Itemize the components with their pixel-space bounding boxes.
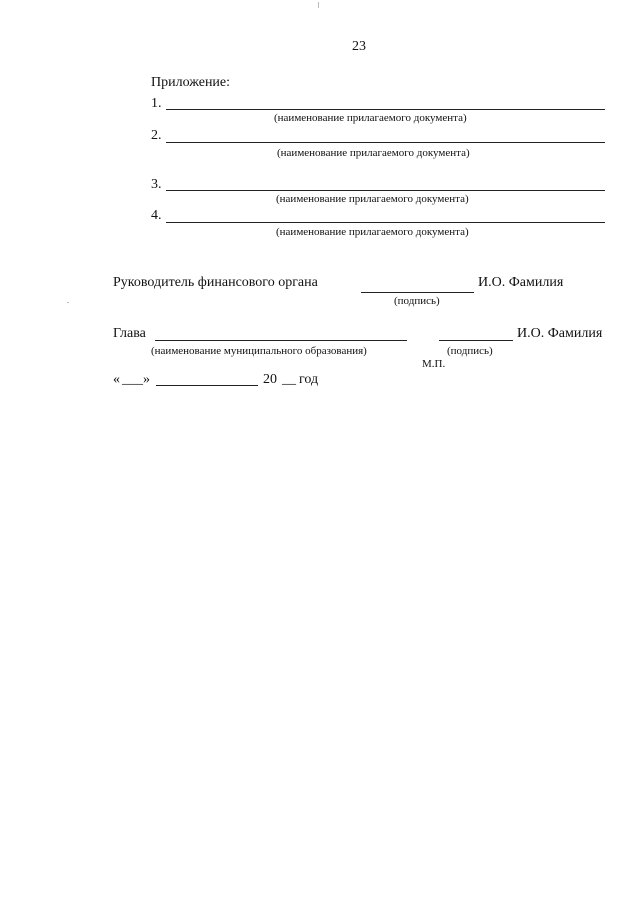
appendix-item-caption: (наименование прилагаемого документа): [274, 112, 467, 124]
date-month-line: [156, 385, 258, 386]
municipal-head-name: И.О. Фамилия: [517, 326, 603, 341]
municipality-caption: (наименование муниципального образования): [151, 345, 367, 357]
appendix-item-number: 1.: [151, 96, 162, 111]
finance-head-label: Руководитель финансового органа: [113, 275, 318, 290]
date-year-blank: __: [282, 372, 296, 387]
date-day-blank: ___: [122, 372, 143, 387]
scan-mark: [67, 302, 69, 303]
date-open-quote: «: [113, 372, 120, 387]
date-close-quote: »: [143, 372, 150, 387]
date-year-suffix: год: [299, 372, 319, 387]
municipal-head-signature-caption: (подпись): [447, 345, 493, 357]
finance-head-signature-line: [361, 292, 474, 293]
appendix-item-caption: (наименование прилагаемого документа): [276, 226, 469, 238]
appendix-item-caption: (наименование прилагаемого документа): [277, 147, 470, 159]
municipality-name-line: [155, 340, 407, 341]
municipal-head-signature-line: [439, 340, 513, 341]
appendix-item-line: [166, 109, 605, 110]
appendix-item-line: [166, 222, 605, 223]
scan-mark: [318, 2, 319, 8]
appendix-item-caption: (наименование прилагаемого документа): [276, 193, 469, 205]
appendix-item-number: 4.: [151, 208, 162, 223]
appendix-item-line: [166, 142, 605, 143]
page-number: 23: [352, 39, 366, 54]
municipal-head-label: Глава: [113, 326, 146, 341]
appendix-item-number: 2.: [151, 128, 162, 143]
appendix-title: Приложение:: [151, 75, 231, 90]
date-year-prefix: 20: [263, 372, 277, 387]
finance-head-signature-caption: (подпись): [394, 295, 440, 307]
finance-head-name: И.О. Фамилия: [478, 275, 564, 290]
appendix-item-line: [166, 190, 605, 191]
appendix-item-number: 3.: [151, 177, 162, 192]
seal-place-label: М.П.: [422, 358, 446, 370]
